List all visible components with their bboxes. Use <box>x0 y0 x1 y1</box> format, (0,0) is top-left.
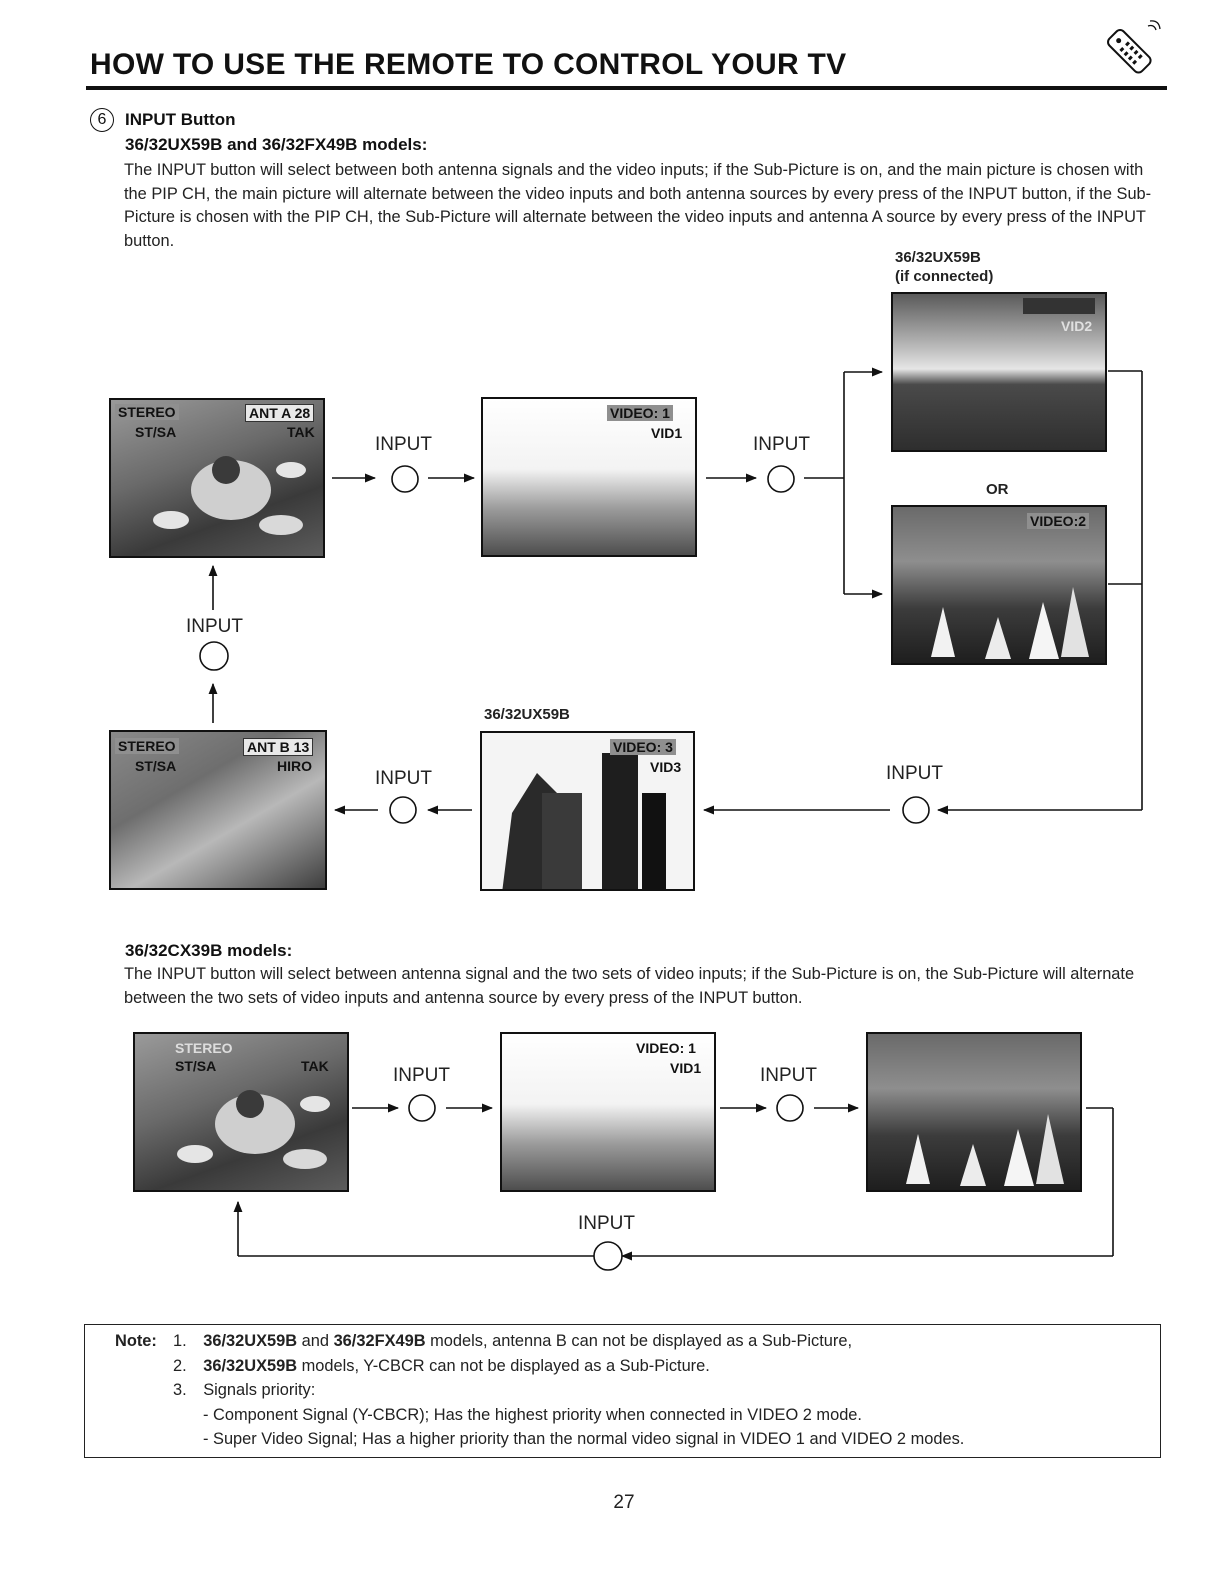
vid2-caption-model: 36/32UX59B <box>895 249 981 266</box>
osd-stsa: ST/SA <box>175 1058 217 1074</box>
input-label: INPUT <box>886 763 943 784</box>
note-item-number: 2. <box>173 1357 187 1375</box>
note-item-2 <box>173 1357 710 1376</box>
input-button-icon <box>777 1095 803 1121</box>
input-button-icon <box>903 797 929 823</box>
note-model: 36/32FX49B <box>333 1332 426 1350</box>
note-text: models, Y-CBCR can not be displayed as a Sub-Picture. <box>297 1357 710 1375</box>
input-label: INPUT <box>578 1213 635 1234</box>
input-label: INPUT <box>753 434 810 455</box>
models-b-heading: 36/32CX39B models: <box>125 941 293 960</box>
osd-vid3: VID3 <box>650 759 682 775</box>
note-box <box>84 1324 1161 1458</box>
osd-stsa: ST/SA <box>135 758 177 774</box>
page-number: 27 <box>613 1492 635 1513</box>
models-a-text: The INPUT button will select between both antenna signals and the video inputs; if the Sub-Picture is on, and the main picture is chosen with the PIP CH, the main picture will alternate between the video inputs and both antenna sources by every press of the INPUT button, if the Sub-Picture is chosen with the PIP CH, the Sub-Picture will alternate between the video inputs and antenna A source by every press of the INPUT button. <box>124 161 1152 250</box>
osd-station: HIRO <box>277 758 312 774</box>
note-label: Note: <box>115 1332 157 1350</box>
osd-stsa: ST/SA <box>135 424 177 440</box>
osd-station: TAK <box>287 424 315 440</box>
osd-channel: ANT A 28 <box>245 404 314 422</box>
note-model: 36/32UX59B <box>203 1357 298 1375</box>
input-button-icon <box>390 797 416 823</box>
or-label: OR <box>986 481 1009 498</box>
note-subitem: - Super Video Signal; Has a higher priority than the normal video signal in VIDEO 1 and VIDEO 2 modes. <box>203 1430 965 1448</box>
osd-stereo: STEREO <box>115 404 179 420</box>
input-button-icon <box>200 642 228 670</box>
input-button-icon <box>594 1242 622 1270</box>
note-text: Signals priority: <box>203 1381 316 1399</box>
osd-vid2: VID2 <box>1061 318 1093 334</box>
note-item-3 <box>173 1381 315 1400</box>
models-a-heading: 36/32UX59B and 36/32FX49B models: <box>125 135 428 154</box>
note-item-number: 3. <box>173 1381 187 1399</box>
osd-vid1: VID1 <box>651 425 683 441</box>
osd-vid1: VID1 <box>670 1060 702 1076</box>
osd-stereo: STEREO <box>115 738 179 754</box>
note-text: models, antenna B can not be displayed as a Sub-Picture, <box>425 1332 853 1350</box>
section-heading: INPUT Button <box>125 110 236 129</box>
note-item-1 <box>173 1332 852 1351</box>
osd-station: TAK <box>301 1058 329 1074</box>
osd-stereo: STEREO <box>175 1040 233 1056</box>
vid2-caption-connected: (if connected) <box>895 268 994 285</box>
osd-video-2: VIDEO:2 <box>1027 513 1089 529</box>
note-subitem: - Component Signal (Y-CBCR); Has the highest priority when connected in VIDEO 2 mode. <box>203 1406 862 1424</box>
note-item-number: 1. <box>173 1332 187 1350</box>
note-model: 36/32UX59B <box>203 1332 298 1350</box>
models-b-text: The INPUT button will select between antenna signal and the two sets of video inputs; if the Sub-Picture is on, the Sub-Picture will alternate between the two sets of video inputs and antenna source by every press of the INPUT button. <box>124 965 1135 1007</box>
input-label: INPUT <box>186 616 243 637</box>
input-button-icon <box>409 1095 435 1121</box>
input-label: INPUT <box>760 1065 817 1086</box>
input-label: INPUT <box>393 1065 450 1086</box>
input-label: INPUT <box>375 768 432 789</box>
osd-video-1: VIDEO: 1 <box>607 405 673 421</box>
osd-video-1: VIDEO: 1 <box>636 1040 696 1056</box>
page-title: HOW TO USE THE REMOTE TO CONTROL YOUR TV <box>90 48 847 81</box>
note-text: and <box>297 1332 334 1350</box>
osd-video-3: VIDEO: 3 <box>610 739 676 755</box>
input-button-icon <box>768 466 794 492</box>
osd-channel: ANT B 13 <box>243 738 313 756</box>
vid3-caption-model: 36/32UX59B <box>484 706 570 723</box>
input-label: INPUT <box>375 434 432 455</box>
section-number: 6 <box>90 108 114 132</box>
input-button-icon <box>392 466 418 492</box>
